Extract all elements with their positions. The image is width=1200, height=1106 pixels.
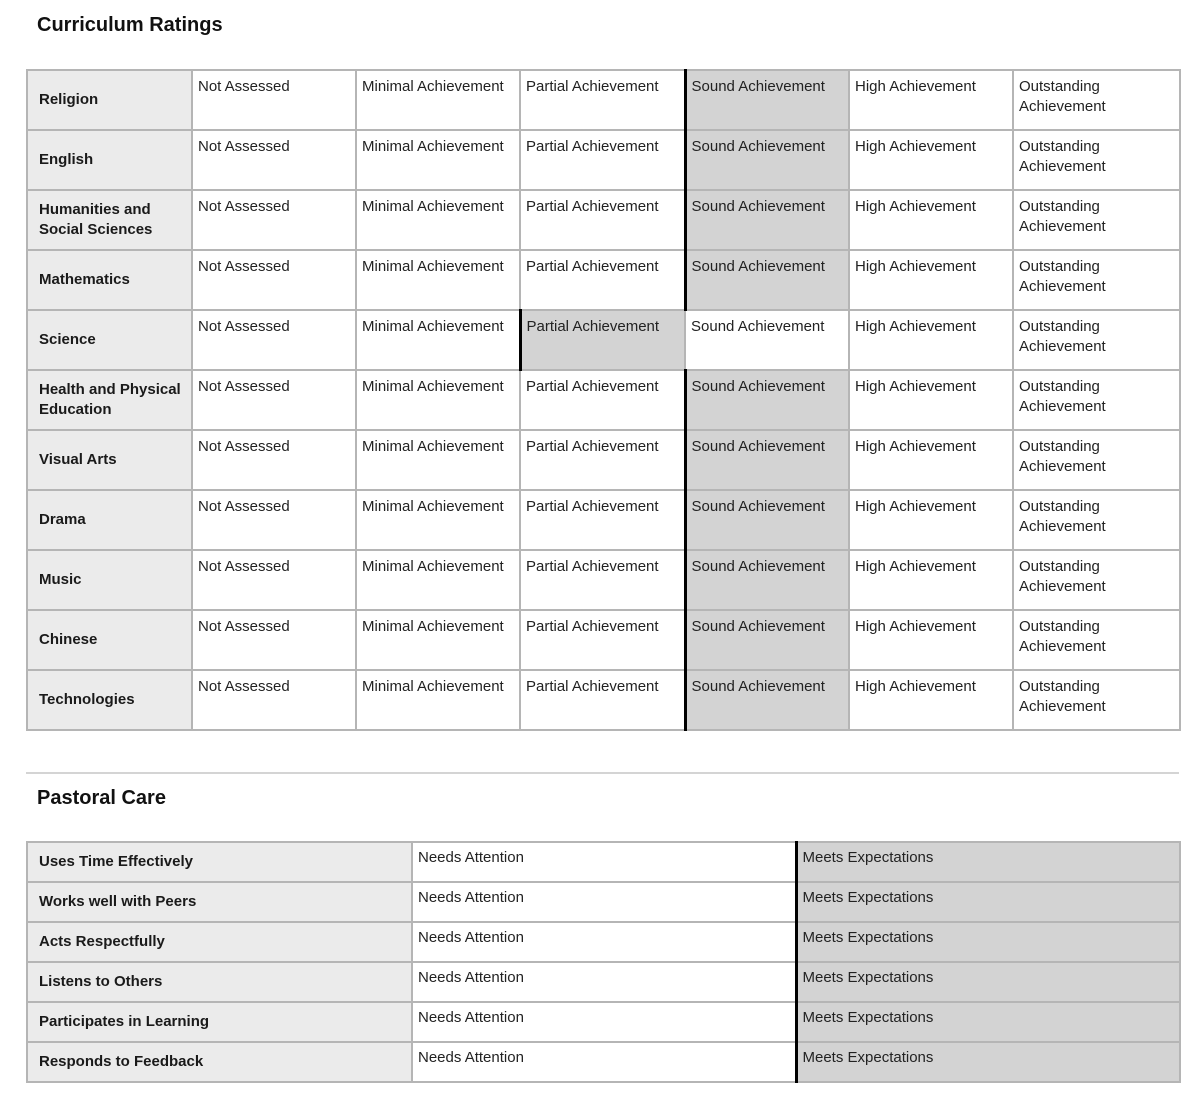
rating-cell-needs-attention[interactable]: Needs Attention bbox=[412, 882, 796, 922]
rating-cell-partial-achievement[interactable]: Partial Achievement bbox=[520, 130, 685, 190]
rating-cell-outstanding-achievement[interactable]: Outstanding Achievement bbox=[1013, 190, 1180, 250]
rating-cell-not-assessed[interactable]: Not Assessed bbox=[192, 250, 356, 310]
pastoral-label-participates-in-learning: Participates in Learning bbox=[27, 1002, 412, 1042]
rating-cell-sound-achievement[interactable]: Sound Achievement bbox=[685, 250, 849, 310]
rating-cell-outstanding-achievement[interactable]: Outstanding Achievement bbox=[1013, 670, 1180, 730]
rating-cell-meets-expectations[interactable]: Meets Expectations bbox=[796, 962, 1180, 1002]
curriculum-label-visual-arts: Visual Arts bbox=[27, 430, 192, 490]
rating-cell-outstanding-achievement[interactable]: Outstanding Achievement bbox=[1013, 130, 1180, 190]
pastoral-label-acts-respectfully: Acts Respectfully bbox=[27, 922, 412, 962]
rating-cell-sound-achievement[interactable]: Sound Achievement bbox=[685, 370, 849, 430]
curriculum-row-religion bbox=[27, 70, 1180, 130]
rating-cell-sound-achievement[interactable]: Sound Achievement bbox=[685, 610, 849, 670]
rating-cell-sound-achievement[interactable]: Sound Achievement bbox=[685, 70, 849, 130]
rating-cell-sound-achievement[interactable]: Sound Achievement bbox=[685, 670, 849, 730]
pastoral-care-table bbox=[26, 841, 1181, 1083]
curriculum-row-drama bbox=[27, 490, 1180, 550]
rating-cell-partial-achievement[interactable]: Partial Achievement bbox=[520, 550, 685, 610]
rating-cell-outstanding-achievement[interactable]: Outstanding Achievement bbox=[1013, 490, 1180, 550]
rating-cell-not-assessed[interactable]: Not Assessed bbox=[192, 70, 356, 130]
rating-cell-high-achievement[interactable]: High Achievement bbox=[849, 130, 1013, 190]
rating-cell-partial-achievement[interactable]: Partial Achievement bbox=[520, 70, 685, 130]
rating-cell-outstanding-achievement[interactable]: Outstanding Achievement bbox=[1013, 250, 1180, 310]
rating-cell-high-achievement[interactable]: High Achievement bbox=[849, 490, 1013, 550]
rating-cell-needs-attention[interactable]: Needs Attention bbox=[412, 962, 796, 1002]
pastoral-label-listens-to-others: Listens to Others bbox=[27, 962, 412, 1002]
curriculum-row-humanities-and-social-sciences bbox=[27, 190, 1180, 250]
rating-cell-not-assessed[interactable]: Not Assessed bbox=[192, 610, 356, 670]
rating-cell-outstanding-achievement[interactable]: Outstanding Achievement bbox=[1013, 70, 1180, 130]
rating-cell-outstanding-achievement[interactable]: Outstanding Achievement bbox=[1013, 430, 1180, 490]
pastoral-row-acts-respectfully bbox=[27, 922, 1180, 962]
pastoral-label-responds-to-feedback: Responds to Feedback bbox=[27, 1042, 412, 1082]
curriculum-row-music bbox=[27, 550, 1180, 610]
pastoral-row-uses-time-effectively bbox=[27, 842, 1180, 882]
rating-cell-high-achievement[interactable]: High Achievement bbox=[849, 250, 1013, 310]
curriculum-label-humanities-and-social-sciences: Humanities and Social Sciences bbox=[27, 190, 192, 250]
rating-cell-not-assessed[interactable]: Not Assessed bbox=[192, 490, 356, 550]
curriculum-label-technologies: Technologies bbox=[27, 670, 192, 730]
rating-cell-partial-achievement[interactable]: Partial Achievement bbox=[520, 430, 685, 490]
rating-cell-minimal-achievement[interactable]: Minimal Achievement bbox=[356, 610, 520, 670]
curriculum-label-health-and-physical-education: Health and Physical Education bbox=[27, 370, 192, 430]
rating-cell-minimal-achievement[interactable]: Minimal Achievement bbox=[356, 430, 520, 490]
rating-cell-partial-achievement[interactable]: Partial Achievement bbox=[520, 610, 685, 670]
rating-cell-partial-achievement[interactable]: Partial Achievement bbox=[520, 250, 685, 310]
rating-cell-partial-achievement[interactable]: Partial Achievement bbox=[520, 190, 685, 250]
curriculum-ratings-title: Curriculum Ratings bbox=[37, 14, 223, 36]
rating-cell-sound-achievement[interactable]: Sound Achievement bbox=[685, 310, 849, 370]
rating-cell-meets-expectations[interactable]: Meets Expectations bbox=[796, 922, 1180, 962]
rating-cell-needs-attention[interactable]: Needs Attention bbox=[412, 1042, 796, 1082]
curriculum-row-mathematics bbox=[27, 250, 1180, 310]
rating-cell-partial-achievement[interactable]: Partial Achievement bbox=[520, 490, 685, 550]
rating-cell-minimal-achievement[interactable]: Minimal Achievement bbox=[356, 190, 520, 250]
rating-cell-high-achievement[interactable]: High Achievement bbox=[849, 550, 1013, 610]
rating-cell-high-achievement[interactable]: High Achievement bbox=[849, 370, 1013, 430]
curriculum-row-technologies bbox=[27, 670, 1180, 730]
pastoral-row-responds-to-feedback bbox=[27, 1042, 1180, 1082]
curriculum-row-visual-arts bbox=[27, 430, 1180, 490]
rating-cell-needs-attention[interactable]: Needs Attention bbox=[412, 922, 796, 962]
rating-cell-outstanding-achievement[interactable]: Outstanding Achievement bbox=[1013, 610, 1180, 670]
curriculum-row-chinese bbox=[27, 610, 1180, 670]
curriculum-label-science: Science bbox=[27, 310, 192, 370]
rating-cell-not-assessed[interactable]: Not Assessed bbox=[192, 430, 356, 490]
rating-cell-not-assessed[interactable]: Not Assessed bbox=[192, 310, 356, 370]
pastoral-row-participates-in-learning bbox=[27, 1002, 1180, 1042]
curriculum-row-health-and-physical-education bbox=[27, 370, 1180, 430]
rating-cell-sound-achievement[interactable]: Sound Achievement bbox=[685, 130, 849, 190]
rating-cell-outstanding-achievement[interactable]: Outstanding Achievement bbox=[1013, 550, 1180, 610]
rating-cell-partial-achievement[interactable]: Partial Achievement bbox=[520, 370, 685, 430]
rating-cell-not-assessed[interactable]: Not Assessed bbox=[192, 550, 356, 610]
rating-cell-minimal-achievement[interactable]: Minimal Achievement bbox=[356, 370, 520, 430]
curriculum-label-chinese: Chinese bbox=[27, 610, 192, 670]
curriculum-label-drama: Drama bbox=[27, 490, 192, 550]
pastoral-row-listens-to-others bbox=[27, 962, 1180, 1002]
rating-cell-high-achievement[interactable]: High Achievement bbox=[849, 190, 1013, 250]
rating-cell-minimal-achievement[interactable]: Minimal Achievement bbox=[356, 130, 520, 190]
rating-cell-high-achievement[interactable]: High Achievement bbox=[849, 70, 1013, 130]
rating-cell-minimal-achievement[interactable]: Minimal Achievement bbox=[356, 490, 520, 550]
rating-cell-meets-expectations[interactable]: Meets Expectations bbox=[796, 842, 1180, 882]
rating-cell-minimal-achievement[interactable]: Minimal Achievement bbox=[356, 310, 520, 370]
rating-cell-high-achievement[interactable]: High Achievement bbox=[849, 310, 1013, 370]
curriculum-row-english bbox=[27, 130, 1180, 190]
curriculum-ratings-table bbox=[26, 69, 1181, 731]
rating-cell-partial-achievement[interactable]: Partial Achievement bbox=[520, 310, 685, 370]
rating-cell-minimal-achievement[interactable]: Minimal Achievement bbox=[356, 250, 520, 310]
curriculum-label-english: English bbox=[27, 130, 192, 190]
pastoral-label-works-well-with-peers: Works well with Peers bbox=[27, 882, 412, 922]
rating-cell-minimal-achievement[interactable]: Minimal Achievement bbox=[356, 70, 520, 130]
rating-cell-needs-attention[interactable]: Needs Attention bbox=[412, 1002, 796, 1042]
rating-cell-outstanding-achievement[interactable]: Outstanding Achievement bbox=[1013, 370, 1180, 430]
rating-cell-outstanding-achievement[interactable]: Outstanding Achievement bbox=[1013, 310, 1180, 370]
section-divider bbox=[26, 772, 1179, 774]
rating-cell-sound-achievement[interactable]: Sound Achievement bbox=[685, 550, 849, 610]
rating-cell-not-assessed[interactable]: Not Assessed bbox=[192, 370, 356, 430]
pastoral-label-uses-time-effectively: Uses Time Effectively bbox=[27, 842, 412, 882]
rating-cell-minimal-achievement[interactable]: Minimal Achievement bbox=[356, 670, 520, 730]
rating-cell-not-assessed[interactable]: Not Assessed bbox=[192, 130, 356, 190]
rating-cell-sound-achievement[interactable]: Sound Achievement bbox=[685, 190, 849, 250]
rating-cell-sound-achievement[interactable]: Sound Achievement bbox=[685, 430, 849, 490]
curriculum-label-mathematics: Mathematics bbox=[27, 250, 192, 310]
rating-cell-partial-achievement[interactable]: Partial Achievement bbox=[520, 670, 685, 730]
pastoral-row-works-well-with-peers bbox=[27, 882, 1180, 922]
rating-cell-high-achievement[interactable]: High Achievement bbox=[849, 430, 1013, 490]
rating-cell-sound-achievement[interactable]: Sound Achievement bbox=[685, 490, 849, 550]
rating-cell-meets-expectations[interactable]: Meets Expectations bbox=[796, 1002, 1180, 1042]
rating-cell-minimal-achievement[interactable]: Minimal Achievement bbox=[356, 550, 520, 610]
rating-cell-high-achievement[interactable]: High Achievement bbox=[849, 610, 1013, 670]
curriculum-label-music: Music bbox=[27, 550, 192, 610]
rating-cell-meets-expectations[interactable]: Meets Expectations bbox=[796, 1042, 1180, 1082]
rating-cell-meets-expectations[interactable]: Meets Expectations bbox=[796, 882, 1180, 922]
pastoral-care-title: Pastoral Care bbox=[37, 787, 166, 809]
curriculum-row-science bbox=[27, 310, 1180, 370]
rating-cell-not-assessed[interactable]: Not Assessed bbox=[192, 670, 356, 730]
rating-cell-not-assessed[interactable]: Not Assessed bbox=[192, 190, 356, 250]
curriculum-label-religion: Religion bbox=[27, 70, 192, 130]
rating-cell-needs-attention[interactable]: Needs Attention bbox=[412, 842, 796, 882]
rating-cell-high-achievement[interactable]: High Achievement bbox=[849, 670, 1013, 730]
